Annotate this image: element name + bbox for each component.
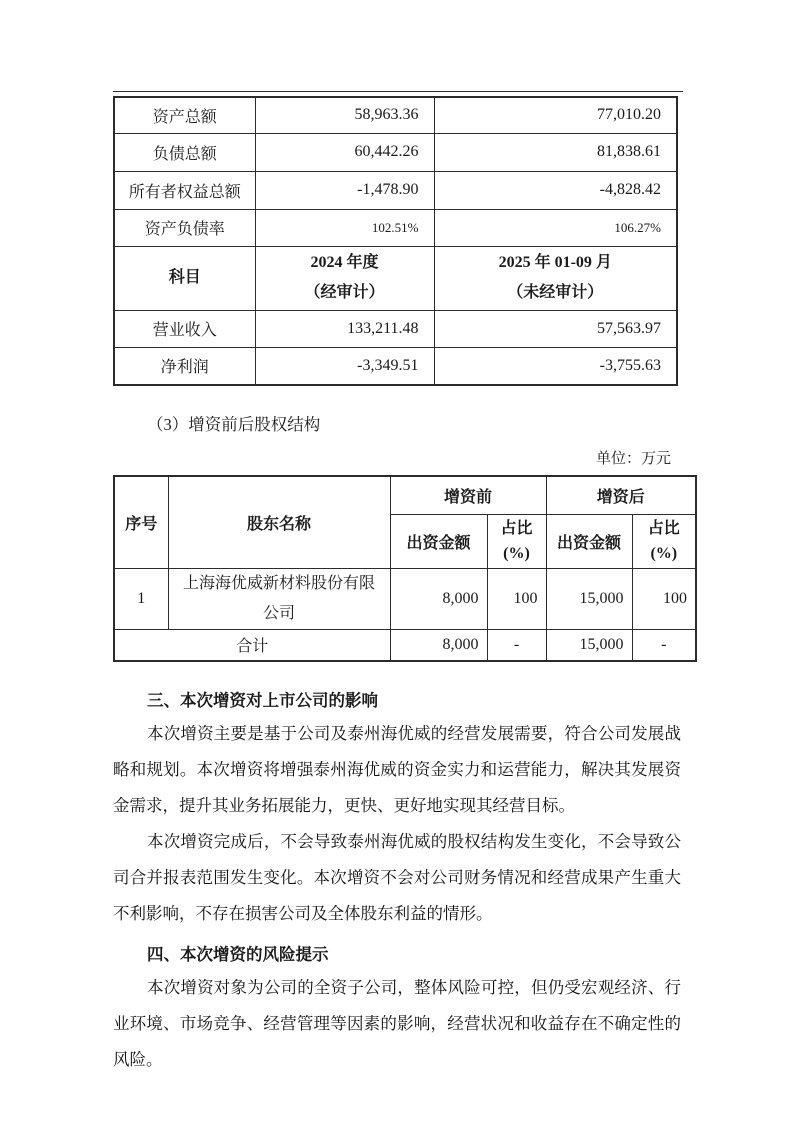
- paragraph-risk-1: 本次增资对象为公司的全资子公司，整体风险可控，但仍受宏观经济、行业环境、市场竞争、经营管理等因素的影响，经营状况和收益存在不确定性的风险。: [113, 978, 681, 1069]
- row-label-cell: 营业收入: [114, 310, 255, 347]
- period-2024-line1: 2024 年度: [310, 254, 379, 271]
- value-2024-cell: -3,349.51: [255, 347, 434, 385]
- row-label-cell: 负债总额: [114, 133, 255, 171]
- seq-cell: 1: [114, 568, 168, 629]
- ratio-header-line2: (%): [503, 545, 530, 562]
- total-amount-after-cell: 15,000: [546, 629, 632, 661]
- total-amount-before-cell: 8,000: [390, 629, 487, 661]
- value-2025-cell: 81,838.61: [434, 133, 677, 171]
- table-header-row: [114, 246, 677, 310]
- value-2024-cell: 133,211.48: [255, 310, 434, 347]
- ratio-after-header-cell: [632, 514, 696, 568]
- table-row: [114, 568, 696, 629]
- value-2025-cell: -4,828.42: [434, 171, 677, 209]
- table-row: [114, 310, 677, 347]
- row-label-cell: 净利润: [114, 347, 255, 385]
- value-2024-cell: -1,478.90: [255, 171, 434, 209]
- ratio-header-line2: (%): [650, 545, 678, 562]
- section-heading-impact: 三、本次增资对上市公司的影响: [147, 691, 378, 710]
- paragraph-impact-1: 本次增资主要是基于公司及泰州海优威的经营发展需要，符合公司发展战略和规划。本次增资将增强泰州海优威的资金实力和运营能力，解决其发展资金需求，提升其业务拓展能力，更快、更好地实现其经营目标。: [113, 724, 681, 815]
- ratio-header-line1: 占比: [647, 520, 680, 537]
- value-2025-cell: 57,563.97: [434, 310, 677, 347]
- before-increase-header-cell: 增资前: [390, 476, 546, 514]
- row-label-cell: 资产负债率: [114, 209, 255, 246]
- ratio-before-cell: 100: [487, 568, 546, 629]
- period-2025-header-cell: [434, 246, 677, 310]
- ratio-before-header-cell: [487, 514, 546, 568]
- table-row: [114, 97, 677, 133]
- table-row: [114, 171, 677, 209]
- period-2025-line1: 2025 年 01-09 月: [498, 254, 612, 271]
- financial-summary-table: [113, 96, 678, 386]
- subject-header-cell: 科目: [114, 246, 255, 310]
- total-ratio-before-cell: -: [487, 629, 546, 661]
- row-label-cell: 资产总额: [114, 97, 255, 133]
- period-2025-line2: （未经审计）: [507, 284, 604, 301]
- shareholder-name-cell: 上海海优威新材料股份有限公司: [168, 568, 390, 629]
- amount-before-cell: 8,000: [390, 568, 487, 629]
- unit-label: 单位：万元: [595, 451, 671, 467]
- page-content: [113, 0, 697, 1078]
- table-row: [114, 209, 677, 246]
- value-2025-cell: -3,755.63: [434, 347, 677, 385]
- value-2024-cell: 60,442.26: [255, 133, 434, 171]
- table-continuation-rule: [113, 91, 683, 92]
- total-ratio-after-cell: -: [632, 629, 696, 661]
- paragraph-impact-2: 本次增资完成后，不会导致泰州海优威的股权结构发生变化，不会导致公司合并报表范围发生变化。本次增资不会对公司财务情况和经营成果产生重大不利影响，不存在损害公司及全体股东利益的情形。: [113, 832, 681, 923]
- table-total-row: [114, 629, 696, 661]
- section-heading-risk: 四、本次增资的风险提示: [147, 945, 329, 964]
- table-row: [114, 133, 677, 171]
- amount-after-header-cell: 出资金额: [546, 514, 632, 568]
- value-2024-cell: 58,963.36: [255, 97, 434, 133]
- after-increase-header-cell: 增资后: [546, 476, 696, 514]
- seq-header-cell: 序号: [114, 476, 168, 568]
- period-2024-line2: （经审计）: [304, 284, 385, 301]
- equity-structure-table: [113, 475, 697, 662]
- total-label-cell: 合计: [114, 629, 390, 661]
- period-2024-header-cell: [255, 246, 434, 310]
- ratio-header-line1: 占比: [500, 520, 533, 537]
- ratio-after-cell: 100: [632, 568, 696, 629]
- value-2024-cell: 102.51%: [255, 209, 434, 246]
- value-2025-cell: 77,010.20: [434, 97, 677, 133]
- table-row: [114, 347, 677, 385]
- amount-before-header-cell: 出资金额: [390, 514, 487, 568]
- table-header-row: [114, 476, 696, 514]
- row-label-cell: 所有者权益总额: [114, 171, 255, 209]
- value-2025-cell: 106.27%: [434, 209, 677, 246]
- shareholder-header-cell: 股东名称: [168, 476, 390, 568]
- amount-after-cell: 15,000: [546, 568, 632, 629]
- subsection-heading: （3）增资前后股权结构: [147, 415, 321, 434]
